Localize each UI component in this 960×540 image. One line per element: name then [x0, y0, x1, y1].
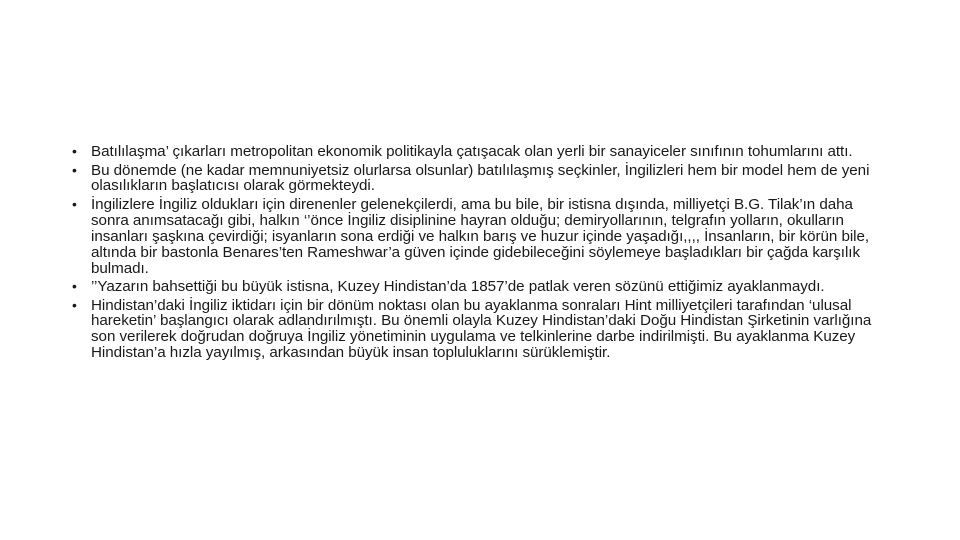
bullet-icon: • [72, 278, 77, 295]
bullet-text: ’’Yazarın bahsettiği bu büyük istisna, Kuzey Hindistan’da 1857’de patlak veren sözünü ettiğimiz ayaklanmaydı. [91, 278, 825, 296]
bullet-item-4 [72, 279, 892, 295]
bullet-text: Hindistan’daki İngiliz iktidarı için bir dönüm noktası olan bu ayaklanma sonraları Hint milliyetçileri tarafından ‘ulusal hareketin’ başlangıcı olarak adlandırılmıştı. Bu önemli olayla Kuzey Hindistan’daki Doğu Hindistan Şirketinin varlığına son verilerek doğrudan doğruya İngiliz yönetiminin uygulama ve telkinlerine darbe indirilmişti. Bu ayaklanma Kuzey Hindistan’a hızla yayılmış, arkasından büyük insan topluluklarını sürüklemiştir. [91, 296, 872, 362]
bullet-list [72, 144, 892, 364]
bullet-icon: • [72, 296, 77, 313]
bullet-text: Batılılaşma’ çıkarları metropolitan ekonomik politikayla çatışacak olan yerli bir sanayiceler sınıfının tohumlarını attı. [91, 143, 853, 160]
bullet-item-2 [72, 163, 892, 195]
bullet-item-5 [72, 298, 892, 362]
bullet-icon: • [72, 143, 77, 159]
bullet-icon: • [72, 195, 77, 212]
bullet-item-3 [72, 197, 892, 277]
bullet-text: İngilizlere İngiliz oldukları için direnenler gelenekçilerdi, ama bu bile, bir istisna dışında, milliyetçi B.G. Tilak’ın daha sonra anımsatacağı gibi, halkın ‘’önce İngiliz disiplinine hayran olduğu; demiryollarının, telgrafın yolların, okulların insanları şaşkına çevirdiği; isyanların sona erdiği ve halkın barış ve huzur içinde yaşadığı,,,, İnsanların, bir körün bile, altında bir bastonla Benares’ten Rameshwar’a güven içinde gidebileceğini söylemeye başladıkları bir çağda karşılık bulmadı. [91, 195, 870, 277]
bullet-text: Bu dönemde (ne kadar memnuniyetsiz olurlarsa olsunlar) batılılaşmış seçkinler, İngilizleri hem bir model hem de yeni olasılıkların başlatıcısı olarak görmekteydi. [91, 161, 870, 195]
bullet-item-1 [72, 144, 892, 160]
bullet-icon: • [72, 161, 77, 178]
